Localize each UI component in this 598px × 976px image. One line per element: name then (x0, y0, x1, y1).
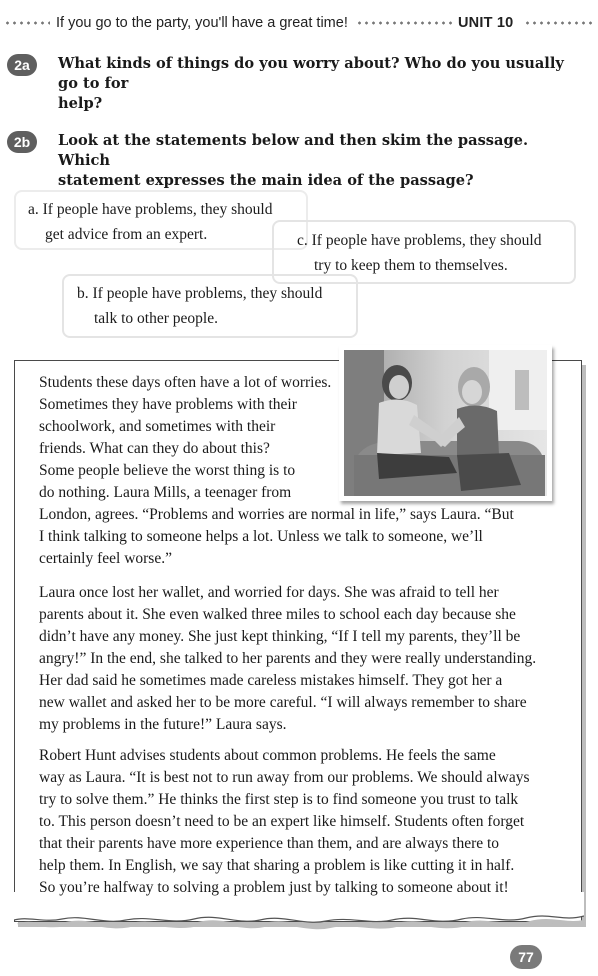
exercise-2a-line-2: help? (58, 95, 103, 112)
exercise-2a-badge: 2a (7, 54, 37, 76)
option-c-line-2: try to keep them to themselves. (314, 257, 508, 274)
passage-line: Laura once lost her wallet, and worried for days. She was afraid to tell her (39, 584, 499, 601)
passage-line: try to solve them.” He thinks the first step is to find someone you trust to talk (39, 791, 519, 808)
unit-label: UNIT 10 (458, 15, 514, 31)
option-a-line-1: a. If people have problems, they should (28, 201, 273, 218)
exercise-2b-badge: 2b (7, 131, 37, 153)
passage-line: Her dad said he sometimes made careless mistakes himself. They got her a (39, 672, 503, 689)
passage-line: that their parents have more experience than them, and are always there to (39, 835, 500, 852)
passage-paragraph-2 (39, 582, 536, 736)
option-a-line-2: get advice from an expert. (45, 226, 208, 243)
passage-line: Robert Hunt advises students about common problems. He feels the same (39, 747, 496, 764)
passage-line: angry!” In the end, she talked to her parents and they were really understanding. (39, 650, 537, 667)
header-dots-right (524, 21, 596, 25)
passage-line: didn’t have any money. She just kept thinking, “If I tell my parents, they’ll be (39, 628, 521, 645)
passage-line: help them. In English, we say that sharing a problem is like cutting it in half. (39, 857, 515, 874)
header-dots-left (4, 21, 50, 25)
passage-line: way as Laura. “It is best not to run away from our problems. We should always (39, 769, 530, 786)
header-dots-middle (356, 21, 452, 25)
option-b-line-2: talk to other people. (94, 310, 218, 327)
passage-paragraph-1 (39, 372, 514, 570)
exercise-2b-line-1: Look at the statements below and then skim the passage. Which (58, 132, 529, 169)
passage-line: Sometimes they have problems with their (39, 396, 297, 413)
passage-line: I think talking to someone helps a lot. Unless we talk to someone, we’ll (39, 528, 483, 545)
passage-line: Some people believe the worst thing is to (39, 462, 296, 479)
passage-line: certainly feel worse.” (39, 550, 172, 567)
passage-line: So you’re halfway to solving a problem just by talking to someone about it! (39, 879, 509, 896)
option-a[interactable] (28, 197, 273, 247)
header-sentence: If you go to the party, you'll have a great time! (56, 15, 348, 31)
running-header (0, 12, 598, 36)
passage-line: London, agrees. “Problems and worries are normal in life,” says Laura. “But (39, 506, 514, 523)
passage-line: my problems in the future!” Laura says. (39, 716, 287, 733)
option-c-line-1: c. If people have problems, they should (297, 232, 542, 249)
option-b-line-1: b. If people have problems, they should (77, 285, 323, 302)
passage-line: parents about it. She even walked three miles to school each day because she (39, 606, 516, 623)
exercise-2b-line-2: statement expresses the main idea of the passage? (58, 172, 474, 189)
passage-line: Students these days often have a lot of worries. (39, 374, 332, 391)
exercise-2b-question (58, 131, 568, 191)
passage-line: do nothing. Laura Mills, a teenager from (39, 484, 292, 501)
passage-paragraph-3 (39, 745, 529, 899)
exercise-2a-question (58, 54, 568, 114)
passage-line: friends. What can they do about this? (39, 440, 270, 457)
passage-line: new wallet and asked her to be more careful. “I will always remember to share (39, 694, 527, 711)
page-number-badge: 77 (510, 945, 542, 969)
passage-line: schoolwork, and sometimes with their (39, 418, 276, 435)
option-b[interactable] (77, 281, 322, 331)
exercise-2a-line-1: What kinds of things do you worry about? Who do you usually go to for (58, 55, 564, 92)
option-c[interactable] (297, 228, 542, 278)
passage-line: to. This person doesn’t need to be an expert like himself. Students often forget (39, 813, 525, 830)
